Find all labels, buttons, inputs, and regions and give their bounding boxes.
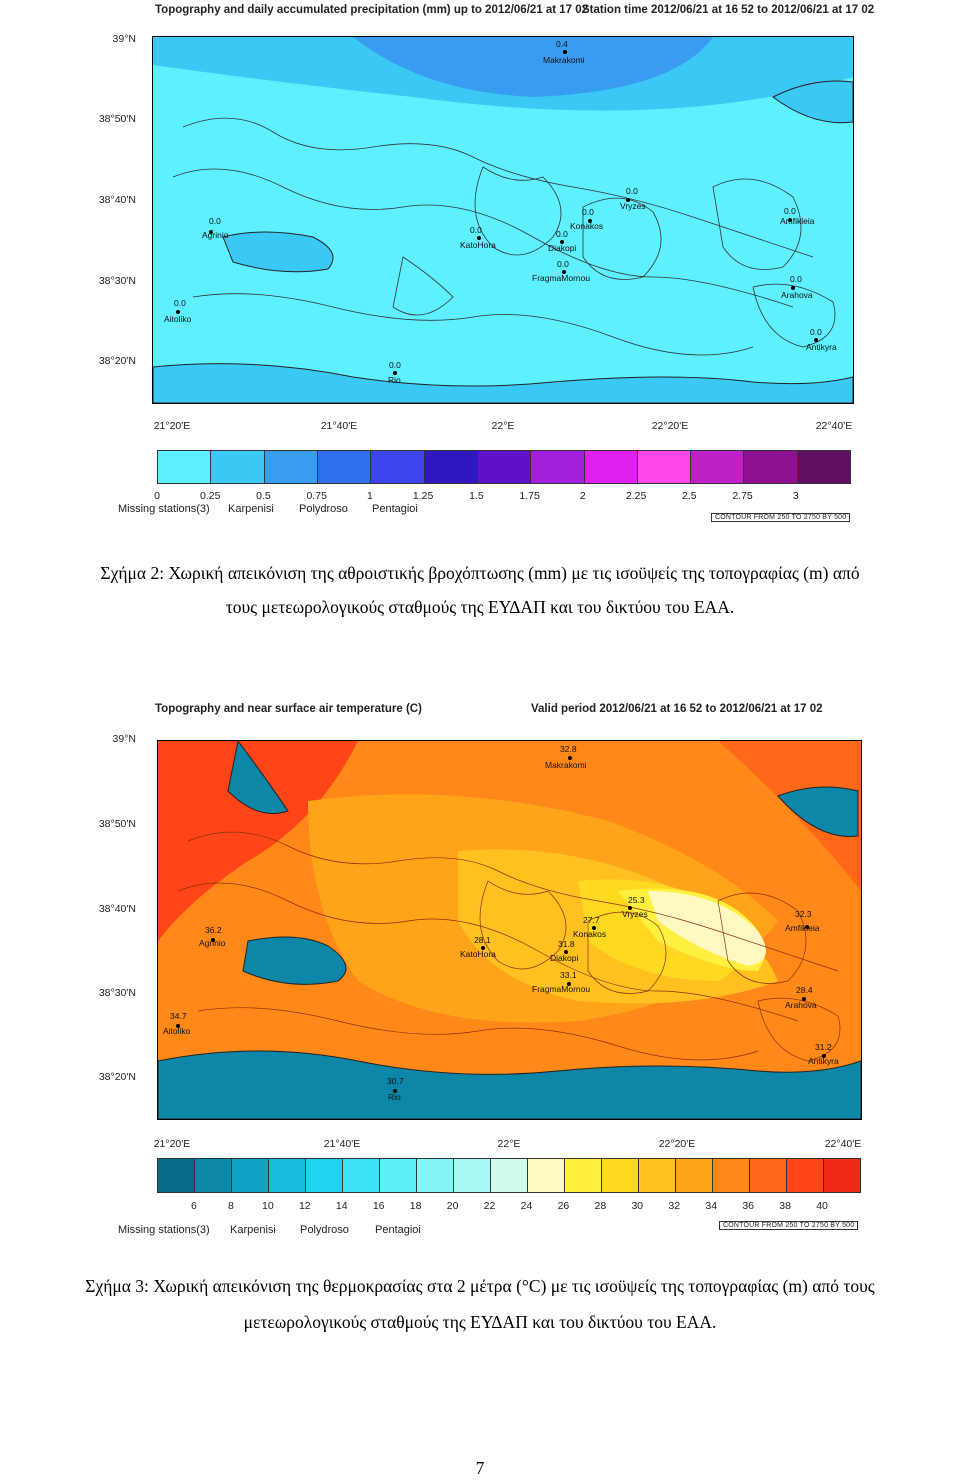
station-name: Aitoliko	[164, 314, 192, 324]
station-value: 0.4	[556, 39, 568, 49]
station-name: Konakos	[570, 221, 604, 231]
figure1-title: Topography and daily accumulated precipitation (mm) up to 2012/06/21 at 17 02	[155, 4, 589, 16]
missing-station: Polydroso	[299, 503, 348, 515]
colorbar-label: 32	[668, 1200, 681, 1212]
fig2-lat-label: 38°30'N	[98, 987, 136, 999]
page-number: 7	[475, 1458, 485, 1478]
station-value: 27.7	[583, 915, 600, 925]
station-name: Arahova	[785, 1000, 817, 1010]
missing-station: Karpenisi	[228, 503, 274, 515]
colorbar-swatch	[454, 1159, 491, 1192]
station-name: Amfikleia	[780, 216, 815, 226]
fig2-lon-label: 21°20'E	[153, 1138, 191, 1150]
fig1-lon-label: 22°40'E	[815, 420, 853, 432]
colorbar-swatch	[318, 451, 371, 483]
colorbar-swatch	[269, 1159, 306, 1192]
temperature-map-svg	[158, 741, 861, 1119]
station-value: 0.0	[784, 206, 796, 216]
figure2-title: Topography and near surface air temperature (C)	[155, 703, 422, 715]
colorbar-label: 16	[372, 1200, 385, 1212]
colorbar-swatch	[478, 451, 531, 483]
station-value: 0.0	[209, 216, 221, 226]
station-value: 31.8	[558, 939, 575, 949]
colorbar-label: 34	[705, 1200, 718, 1212]
fig1-lat-label: 38°20'N	[98, 355, 136, 367]
temperature-map	[157, 740, 862, 1120]
colorbar-swatch	[491, 1159, 528, 1192]
fig1-lon-label: 21°40'E	[320, 420, 358, 432]
station-name: Agrinio	[202, 230, 229, 240]
colorbar-swatch	[585, 451, 638, 483]
colorbar-swatch	[306, 1159, 343, 1192]
colorbar-label: 6	[191, 1200, 197, 1212]
colorbar-swatch	[602, 1159, 639, 1192]
missing-station: Karpenisi	[230, 1224, 276, 1236]
station-value: 28.4	[796, 985, 813, 995]
contour-legend: CONTOUR FROM 250 TO 2750 BY 500	[711, 513, 850, 522]
colorbar-swatch	[565, 1159, 602, 1192]
station-marker	[563, 50, 567, 54]
fig1-lat-label: 38°40'N	[98, 194, 136, 206]
station-value: 0.0	[790, 274, 802, 284]
colorbar-swatch	[824, 1159, 860, 1192]
caption-figure3-line1: Σχήμα 3: Χωρική απεικόνιση της θερμοκρασίας στα 2 μέτρα (°C) με τις ισοϋψείς της τοπογραφίας (m) από τους	[85, 1276, 875, 1296]
station-name: Antikyra	[808, 1056, 839, 1066]
station-value: 30.7	[387, 1076, 404, 1086]
gulf-coast	[153, 364, 853, 403]
missing-station: Polydroso	[300, 1224, 349, 1236]
figure2-valid-period: Valid period 2012/06/21 at 16 52 to 2012/06/21 at 17 02	[531, 703, 823, 715]
station-value: 33.1	[560, 970, 577, 980]
colorbar-label: 0.5	[256, 490, 271, 502]
fig2-lon-label: 22°40'E	[824, 1138, 862, 1150]
station-value: 32.8	[560, 744, 577, 754]
fig1-lon-label: 22°20'E	[651, 420, 689, 432]
colorbar-swatch	[158, 451, 211, 483]
temperature-colorbar	[157, 1158, 861, 1193]
colorbar-swatch	[531, 451, 584, 483]
colorbar-label: 1.75	[519, 490, 540, 502]
station-name: Makrakomi	[545, 760, 587, 770]
colorbar-label: 0.25	[200, 490, 221, 502]
station-name: Rio	[388, 375, 401, 385]
colorbar-label: 1	[367, 490, 373, 502]
station-name: KatoHora	[460, 949, 496, 959]
colorbar-label: 20	[446, 1200, 459, 1212]
colorbar-label: 0.75	[306, 490, 327, 502]
contour-legend: CONTOUR FROM 250 TO 2750 BY 500	[719, 1221, 858, 1230]
station-name: FragmaMornou	[532, 984, 591, 994]
colorbar-label: 22	[483, 1200, 496, 1212]
colorbar-swatch	[787, 1159, 824, 1192]
colorbar-label: 1.25	[412, 490, 434, 502]
station-name: Rio	[388, 1092, 401, 1102]
fig2-lon-label: 22°20'E	[658, 1138, 696, 1150]
station-name: Arahova	[781, 290, 813, 300]
station-name: Agrinio	[199, 938, 226, 948]
colorbar-label: 2.75	[732, 490, 753, 502]
colorbar-label: 2	[579, 490, 586, 502]
fig2-lon-label: 21°40'E	[323, 1138, 361, 1150]
caption-figure3-line2: μετεωρολογικούς σταθμούς της ΕΥΔΑΠ και του δικτύου του ΕΑΑ.	[243, 1312, 717, 1332]
colorbar-swatch	[158, 1159, 195, 1192]
lake-trichonida	[223, 232, 333, 272]
missing-stations-label: Missing stations(3)	[118, 1224, 210, 1236]
missing-stations-label: Missing stations(3)	[118, 503, 210, 515]
colorbar-label: 3	[792, 490, 799, 502]
station-name: Aitoliko	[163, 1026, 191, 1036]
colorbar-label: 36	[742, 1200, 754, 1212]
colorbar-swatch	[195, 1159, 232, 1192]
caption-figure2-line1: Σχήμα 2: Χωρική απεικόνιση της αθροιστικής βροχόπτωσης (mm) με τις ισοϋψείς της τοπογραφίας (m) από	[100, 563, 860, 583]
precipitation-colorbar	[157, 450, 851, 484]
station-value: 34.7	[170, 1011, 187, 1021]
colorbar-label: 28	[594, 1200, 607, 1212]
colorbar-label: 12	[298, 1200, 311, 1212]
fig1-lon-label: 21°20'E	[153, 420, 191, 432]
colorbar-swatch	[380, 1159, 417, 1192]
precipitation-map-svg	[153, 37, 853, 403]
colorbar-swatch	[425, 451, 478, 483]
station-value: 25.3	[628, 895, 645, 905]
station-name: FragmaMornou	[532, 273, 591, 283]
colorbar-label: 10	[261, 1200, 274, 1212]
colorbar-label: 18	[409, 1200, 422, 1212]
station-name: Vryzes	[622, 909, 648, 919]
fig2-lat-label: 38°20'N	[98, 1071, 136, 1083]
fig1-lat-label: 39°N	[112, 33, 136, 45]
station-name: Antikyra	[806, 342, 837, 352]
missing-station: Pentagioi	[375, 1224, 421, 1236]
colorbar-swatch	[798, 451, 850, 483]
fig1-lat-label: 38°30'N	[98, 275, 136, 287]
colorbar-swatch	[744, 451, 797, 483]
colorbar-swatch	[638, 451, 691, 483]
colorbar-label: 2.5	[681, 490, 697, 502]
colorbar-label: 24	[520, 1200, 533, 1212]
station-name: Vryzes	[620, 201, 646, 211]
caption-figure2-line2: τους μετεωρολογικούς σταθμούς της ΕΥΔΑΠ και του δικτύου του ΕΑΑ.	[225, 597, 735, 617]
colorbar-swatch	[211, 451, 264, 483]
station-name: Diakopi	[548, 243, 577, 253]
station-value: 36.2	[205, 925, 222, 935]
colorbar-label: 8	[227, 1200, 234, 1212]
station-value: 0.0	[389, 360, 401, 370]
colorbar-swatch	[750, 1159, 787, 1192]
colorbar-swatch	[528, 1159, 565, 1192]
precipitation-map	[152, 36, 854, 404]
colorbar-label: 14	[335, 1200, 348, 1212]
station-value: 0.0	[556, 229, 568, 239]
missing-station: Pentagioi	[372, 503, 418, 515]
station-name: Makrakomi	[543, 55, 585, 65]
station-value: 0.0	[626, 186, 638, 196]
colorbar-swatch	[639, 1159, 676, 1192]
colorbar-label: 26	[557, 1200, 570, 1212]
colorbar-swatch	[265, 451, 318, 483]
colorbar-swatch	[691, 451, 744, 483]
colorbar-label: 30	[631, 1200, 644, 1212]
station-name: Amfikleia	[785, 923, 820, 933]
colorbar-label: 1.5	[469, 490, 484, 502]
fig2-lon-label: 22°E	[497, 1138, 521, 1150]
colorbar-swatch	[713, 1159, 750, 1192]
colorbar-label: 38	[779, 1200, 791, 1212]
fig1-lat-label: 38°50'N	[98, 113, 136, 125]
station-value: 0.0	[810, 327, 822, 337]
station-name: Diakopi	[550, 953, 579, 963]
colorbar-label: 0	[154, 490, 160, 502]
station-value: 0.0	[557, 259, 569, 269]
station-value: 0.0	[174, 298, 186, 308]
station-name: KatoHora	[460, 240, 496, 250]
fig2-lat-label: 38°40'N	[98, 903, 136, 915]
colorbar-label: 2.25	[625, 490, 647, 502]
colorbar-swatch	[676, 1159, 713, 1192]
fig2-lat-label: 39°N	[112, 733, 136, 745]
fig1-lon-label: 22°E	[491, 420, 515, 432]
station-value: 32.3	[795, 909, 812, 919]
colorbar-swatch	[371, 451, 424, 483]
figure1-station-time: Station time 2012/06/21 at 16 52 to 2012/06/21 at 17 02	[582, 4, 875, 16]
station-value: 31.2	[815, 1042, 832, 1052]
colorbar-label: 40	[816, 1200, 828, 1212]
colorbar-swatch	[343, 1159, 380, 1192]
station-value: 28.1	[474, 935, 491, 945]
fig2-lat-label: 38°50'N	[98, 818, 136, 830]
station-name: Konakos	[573, 929, 607, 939]
colorbar-swatch	[232, 1159, 269, 1192]
colorbar-swatch	[417, 1159, 454, 1192]
station-value: 0.0	[470, 225, 482, 235]
station-value: 0.0	[582, 207, 594, 217]
